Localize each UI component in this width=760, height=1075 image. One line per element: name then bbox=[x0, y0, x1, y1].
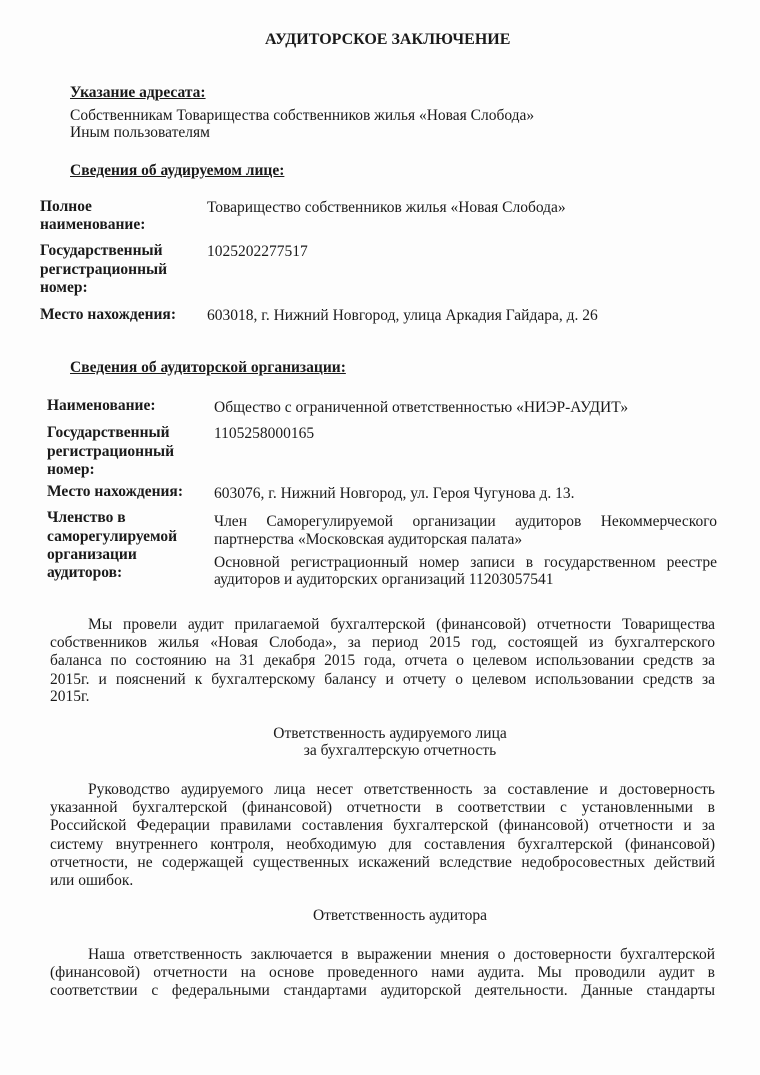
field-value: аудиторов и аудиторских организаций 11203057541 bbox=[214, 571, 554, 588]
audit-org-heading: Сведения об аудиторской организации: bbox=[70, 359, 346, 376]
field-label: организации bbox=[47, 546, 137, 563]
field-label: Государственный bbox=[40, 242, 163, 259]
paragraph-line: Руководство аудируемого лица несет ответственность за составление и достоверность bbox=[88, 781, 715, 798]
paragraph-line: отчетности, не содержащей существенных искажений вследствие недобросовестных действий bbox=[50, 854, 715, 871]
field-label: Наименование: bbox=[47, 397, 156, 414]
addressee-line: Иным пользователям bbox=[70, 124, 210, 141]
field-value: 603018, г. Нижний Новгород, улица Аркадия Гайдара, д. 26 bbox=[207, 307, 598, 324]
field-label: Место нахождения: bbox=[47, 483, 183, 500]
field-label: аудиторов: bbox=[47, 564, 123, 581]
paragraph-line: указанной бухгалтерской (финансовой) отчетности в соответствии с установленными в bbox=[50, 799, 715, 816]
field-label: Государственный bbox=[47, 424, 170, 441]
field-label: Полное bbox=[40, 198, 92, 215]
section-heading: за бухгалтерскую отчетность bbox=[303, 742, 497, 759]
field-label: Место нахождения: bbox=[40, 306, 176, 323]
paragraph-line: систему внутреннего контроля, необходимую для составления бухгалтерской (финансовой) bbox=[50, 836, 715, 853]
field-value: Товарищество собственников жилья «Новая Слобода» bbox=[207, 199, 566, 216]
paragraph-line: баланса по состоянию на 31 декабря 2015 года, отчета о целевом использовании средств за bbox=[50, 652, 715, 669]
field-label: регистрационный bbox=[47, 443, 175, 460]
field-value: партнерства «Московская аудиторская палата» bbox=[214, 531, 523, 548]
field-value: 603076, г. Нижний Новгород, ул. Героя Чугунова д. 13. bbox=[214, 485, 575, 502]
paragraph-line: Мы провели аудит прилагаемой бухгалтерской (финансовой) отчетности Товарищества bbox=[88, 616, 715, 633]
field-value: Основной регистрационный номер записи в государственном реестре bbox=[214, 554, 717, 571]
field-label: саморегулируемой bbox=[47, 528, 178, 545]
field-label: наименование: bbox=[40, 216, 146, 233]
field-value: Член Саморегулируемой организации аудиторов Некоммерческого bbox=[214, 513, 717, 530]
field-label: номер: bbox=[40, 279, 88, 296]
field-label: номер: bbox=[47, 461, 95, 478]
paragraph-line: или ошибок. bbox=[50, 872, 134, 889]
field-value: Общество с ограниченной ответственностью «НИЭР-АУДИТ» bbox=[214, 399, 629, 416]
paragraph-line: собственников жилья «Новая Слобода», за период 2015 год, состоящей из бухгалтерского bbox=[50, 634, 715, 651]
paragraph-line: Наша ответственность заключается в выражении мнения о достоверности бухгалтерской bbox=[88, 946, 715, 963]
field-value: 1025202277517 bbox=[207, 243, 308, 260]
paragraph-line: 2015г. bbox=[50, 688, 90, 705]
section-heading: Ответственность аудируемого лица bbox=[273, 725, 507, 742]
field-value: 1105258000165 bbox=[214, 425, 315, 442]
document-title: АУДИТОРСКОЕ ЗАКЛЮЧЕНИЕ bbox=[265, 31, 511, 48]
audited-entity-heading: Сведения об аудируемом лице: bbox=[70, 162, 285, 179]
addressee-line: Собственникам Товарищества собственников жилья «Новая Слобода» bbox=[70, 107, 535, 124]
addressee-heading: Указание адресата: bbox=[70, 84, 206, 101]
paragraph-line: (финансовой) отчетности на основе проведенного нами аудита. Мы проводили аудит в bbox=[50, 964, 715, 981]
field-label: Членство в bbox=[47, 509, 126, 526]
paragraph-line: соответствии с федеральными стандартами аудиторской деятельности. Данные стандарты bbox=[50, 982, 715, 999]
paragraph-line: Российской Федерации правилами составления бухгалтерской (финансовой) отчетности и за bbox=[50, 817, 715, 834]
field-label: регистрационный bbox=[40, 261, 168, 278]
section-heading: Ответственность аудитора bbox=[312, 907, 488, 924]
paragraph-line: 2015г. и пояснений к бухгалтерскому балансу и отчету о целевом использовании средств за bbox=[50, 671, 715, 688]
